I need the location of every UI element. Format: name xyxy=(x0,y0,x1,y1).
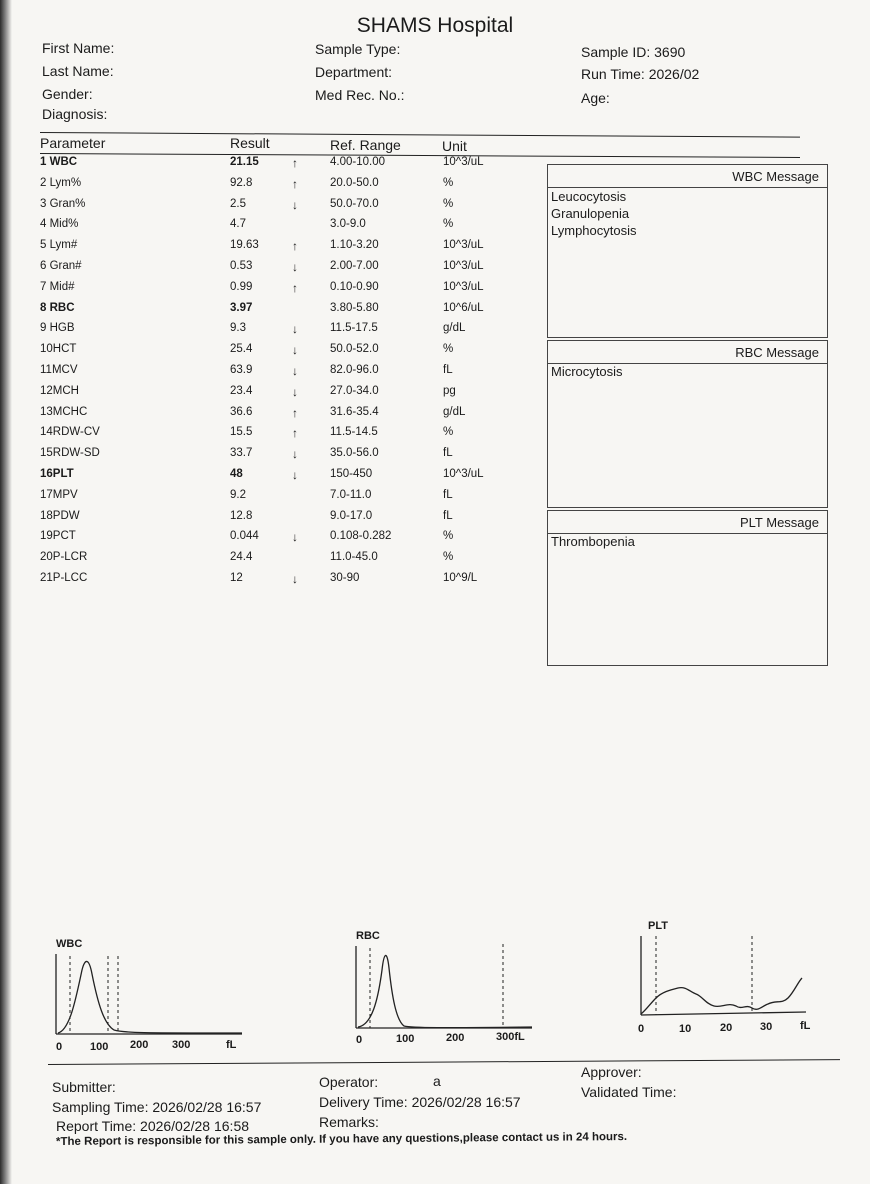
ref-range: 82.0-96.0 xyxy=(330,364,379,376)
ref-range: 2.00-7.00 xyxy=(330,260,379,272)
parameter-name: 10HCT xyxy=(40,343,77,356)
wbc-message-item: Leucocytosis xyxy=(551,189,627,204)
flag-arrow: ↓ xyxy=(292,530,298,545)
flag-arrow: ↑ xyxy=(292,405,298,420)
unit-value: g/dL xyxy=(443,322,466,335)
wbc-message-item: Granulopenia xyxy=(551,206,630,221)
result-value: 48 xyxy=(230,468,243,480)
parameter-name: 16PLT xyxy=(40,468,74,480)
unit-value: % xyxy=(443,218,454,231)
unit-value: 10^3/uL xyxy=(443,260,484,272)
parameter-name: 7 Mid# xyxy=(40,280,75,293)
result-value: 0.53 xyxy=(230,260,253,272)
unit-value: fL xyxy=(443,488,453,501)
flag-arrow: ↓ xyxy=(292,322,298,337)
rbc-hist-label: RBC xyxy=(356,930,380,942)
flag-arrow: ↓ xyxy=(292,447,298,462)
result-value: 12 xyxy=(230,572,243,584)
parameter-name: 19PCT xyxy=(40,530,76,543)
result-value: 21.15 xyxy=(230,156,259,168)
result-value: 4.7 xyxy=(230,218,246,231)
sample-id: Sample ID: 3690 xyxy=(581,44,686,60)
parameter-name: 21P-LCC xyxy=(40,572,88,584)
parameter-name: 15RDW-SD xyxy=(40,447,100,460)
unit-value: % xyxy=(443,197,454,210)
result-value: 15.5 xyxy=(230,426,253,439)
parameter-name: 8 RBC xyxy=(40,301,75,314)
wbc-tick-100: 100 xyxy=(90,1041,109,1053)
rbc-message-item: Microcytosis xyxy=(551,364,623,379)
ref-range: 11.5-17.5 xyxy=(330,322,378,335)
table-header-divider xyxy=(40,153,800,158)
unit-value: fL xyxy=(443,447,453,460)
result-value: 63.9 xyxy=(230,364,253,376)
unit-value: % xyxy=(443,176,454,189)
unit-value: 10^3/uL xyxy=(443,468,484,480)
wbc-unit: fL xyxy=(226,1039,237,1051)
header-divider xyxy=(40,132,800,138)
flag-arrow: ↓ xyxy=(292,260,298,274)
rbc-tick-100: 100 xyxy=(396,1033,415,1045)
last-name-label: Last Name: xyxy=(42,63,114,79)
flag-arrow: ↓ xyxy=(292,343,298,358)
disclaimer-note: *The Report is responsible for this sample only. If you have any questions,please contact us in 24 hours. xyxy=(55,1131,628,1148)
parameter-name: 14RDW-CV xyxy=(40,426,100,439)
sampling-time: Sampling Time: 2026/02/28 16:57 xyxy=(52,1099,262,1115)
parameter-name: 4 Mid% xyxy=(40,218,79,231)
parameter-name: 1 WBC xyxy=(40,156,78,168)
ref-range: 7.0-11.0 xyxy=(330,488,372,501)
ref-range: 1.10-3.20 xyxy=(330,239,379,252)
footer-divider xyxy=(48,1059,840,1065)
wbc-message-divider xyxy=(548,187,827,188)
ref-range: 30-90 xyxy=(330,572,360,584)
plt-message-item: Thrombopenia xyxy=(551,534,635,549)
age-label: Age: xyxy=(581,90,610,106)
result-value: 23.4 xyxy=(230,384,253,397)
unit-value: 10^3/uL xyxy=(443,280,484,293)
ref-range: 11.5-14.5 xyxy=(330,426,378,439)
parameter-name: 18PDW xyxy=(40,509,80,522)
wbc-hist-label: WBC xyxy=(56,938,83,950)
wbc-tick-300: 300 xyxy=(172,1039,191,1051)
unit-value: 10^9/L xyxy=(443,572,478,584)
col-unit: Unit xyxy=(442,138,467,154)
result-value: 0.99 xyxy=(230,280,253,293)
parameter-name: 12MCH xyxy=(40,384,79,397)
wbc-message-item: Lymphocytosis xyxy=(551,223,637,238)
flag-arrow: ↓ xyxy=(292,364,298,378)
parameter-name: 2 Lym% xyxy=(40,176,82,189)
flag-arrow: ↑ xyxy=(292,426,298,441)
ref-range: 11.0-45.0 xyxy=(330,551,378,564)
parameter-name: 5 Lym# xyxy=(40,239,78,252)
operator-label: Operator: xyxy=(319,1074,379,1090)
result-value: 12.8 xyxy=(230,509,253,522)
rbc-tick-0: 0 xyxy=(356,1034,363,1046)
unit-value: pg xyxy=(443,384,456,397)
unit-value: fL xyxy=(443,364,453,376)
result-value: 19.63 xyxy=(230,239,259,252)
unit-value: g/dL xyxy=(443,405,466,418)
unit-value: 10^3/uL xyxy=(443,156,484,168)
unit-value: % xyxy=(443,426,454,439)
ref-range: 50.0-70.0 xyxy=(330,197,379,210)
remarks-label: Remarks: xyxy=(319,1114,379,1130)
ref-range: 9.0-17.0 xyxy=(330,509,373,522)
department-label: Department: xyxy=(315,64,393,80)
parameter-name: 6 Gran# xyxy=(40,260,82,272)
diagnosis-label: Diagnosis: xyxy=(42,106,108,122)
unit-value: fL xyxy=(443,509,453,522)
ref-range: 4.00-10.00 xyxy=(330,156,385,168)
plt-tick-30: 30 xyxy=(760,1021,773,1033)
wbc-tick-0: 0 xyxy=(56,1041,63,1053)
rbc-tick-200: 200 xyxy=(446,1032,465,1044)
operator-value: a xyxy=(433,1073,441,1089)
rbc-message-title: RBC Message xyxy=(735,345,819,360)
flag-arrow: ↓ xyxy=(292,572,298,586)
result-value: 0.044 xyxy=(230,530,259,543)
submitter-label: Submitter: xyxy=(52,1079,116,1095)
flag-arrow: ↑ xyxy=(292,239,298,254)
col-result: Result xyxy=(230,135,270,151)
ref-range: 31.6-35.4 xyxy=(330,405,379,418)
result-value: 24.4 xyxy=(230,551,253,564)
parameter-name: 13MCHC xyxy=(40,405,88,418)
result-value: 92.8 xyxy=(230,176,253,189)
plt-tick-10: 10 xyxy=(679,1023,692,1035)
delivery-time: Delivery Time: 2026/02/28 16:57 xyxy=(319,1094,521,1110)
gender-label: Gender: xyxy=(42,86,93,102)
hospital-title: SHAMS Hospital xyxy=(356,14,514,37)
ref-range: 50.0-52.0 xyxy=(330,343,379,356)
plt-tick-0: 0 xyxy=(638,1023,645,1035)
ref-range: 0.10-0.90 xyxy=(330,280,379,293)
ref-range: 3.0-9.0 xyxy=(330,218,366,231)
flag-arrow: ↑ xyxy=(292,156,298,170)
approver-label: Approver: xyxy=(581,1064,642,1080)
plt-message-box xyxy=(547,510,828,666)
result-value: 2.5 xyxy=(230,197,246,210)
parameter-name: 3 Gran% xyxy=(40,197,86,210)
parameter-name: 11MCV xyxy=(40,364,78,376)
scan-shadow-edge xyxy=(0,0,12,1184)
result-value: 25.4 xyxy=(230,343,253,356)
unit-value: % xyxy=(443,530,454,543)
wbc-message-box xyxy=(547,164,828,338)
sample-type-label: Sample Type: xyxy=(315,41,401,57)
wbc-message-title: WBC Message xyxy=(732,169,819,184)
med-rec-label: Med Rec. No.: xyxy=(315,87,405,103)
result-value: 33.7 xyxy=(230,447,253,460)
validated-time-label: Validated Time: xyxy=(581,1084,677,1100)
plt-tick-20: 20 xyxy=(720,1022,733,1034)
parameter-name: 17MPV xyxy=(40,488,78,501)
unit-value: % xyxy=(443,551,454,564)
ref-range: 35.0-56.0 xyxy=(330,447,379,460)
report-time: Report Time: 2026/02/28 16:58 xyxy=(56,1118,250,1134)
result-value: 36.6 xyxy=(230,405,253,418)
rbc-message-box xyxy=(547,340,828,508)
flag-arrow: ↑ xyxy=(292,176,298,191)
result-value: 9.3 xyxy=(230,322,246,335)
wbc-tick-200: 200 xyxy=(130,1039,149,1051)
unit-value: 10^6/uL xyxy=(443,301,484,314)
parameter-name: 20P-LCR xyxy=(40,551,88,564)
result-value: 9.2 xyxy=(230,488,246,501)
plt-hist-label: PLT xyxy=(648,920,668,932)
ref-range: 150-450 xyxy=(330,468,373,480)
col-ref-range: Ref. Range xyxy=(330,137,401,153)
run-time: Run Time: 2026/02 xyxy=(581,66,700,82)
unit-value: % xyxy=(443,343,454,356)
flag-arrow: ↓ xyxy=(292,384,298,399)
flag-arrow: ↓ xyxy=(292,197,298,212)
ref-range: 20.0-50.0 xyxy=(330,176,379,189)
flag-arrow: ↓ xyxy=(292,468,298,482)
ref-range: 27.0-34.0 xyxy=(330,384,379,397)
plt-message-title: PLT Message xyxy=(739,515,819,530)
plt-unit: fL xyxy=(800,1020,811,1032)
flag-arrow: ↑ xyxy=(292,280,298,295)
wbc-hist-graph xyxy=(52,938,252,1058)
result-value: 3.97 xyxy=(230,301,253,314)
ref-range: 3.80-5.80 xyxy=(330,301,379,314)
unit-value: 10^3/uL xyxy=(443,239,484,252)
first-name-label: First Name: xyxy=(42,40,115,56)
rbc-tick-300: 300fL xyxy=(496,1031,525,1043)
parameter-name: 9 HGB xyxy=(40,322,75,335)
ref-range: 0.108-0.282 xyxy=(330,530,392,543)
col-parameter: Parameter xyxy=(40,135,106,151)
